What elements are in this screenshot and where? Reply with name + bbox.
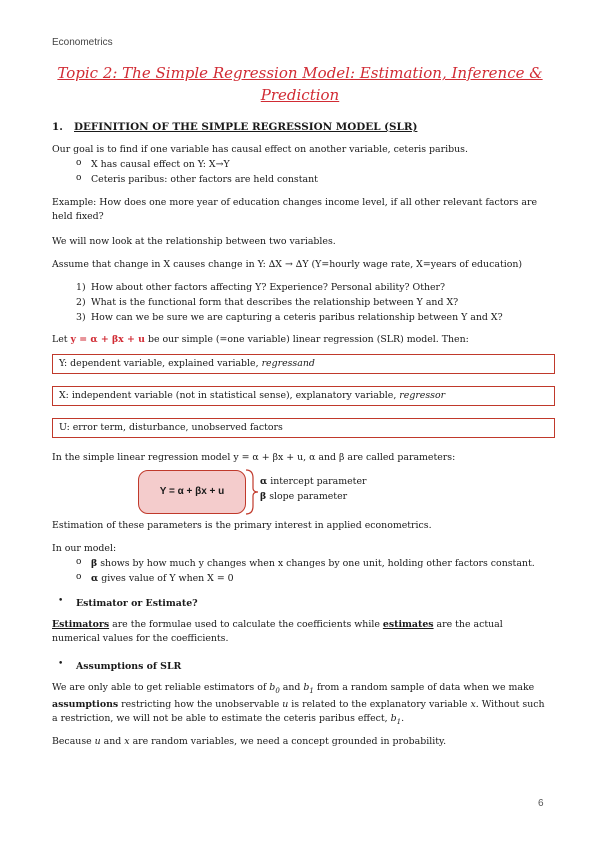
- b1-subscript: 1: [396, 717, 402, 726]
- x-symbol: x: [470, 698, 476, 710]
- definition-box-x: [52, 386, 555, 406]
- definition-box-y: [52, 354, 555, 374]
- circle-bullet-icon: o: [76, 158, 82, 168]
- assumptions-term: assumptions: [52, 698, 119, 710]
- relationship-paragraph: We will now look at the relationship between two variables.: [52, 236, 336, 247]
- box-text: Y: dependent variable, explained variable,: [59, 358, 262, 369]
- u-symbol: u: [94, 736, 101, 747]
- question-number: 3): [76, 312, 86, 323]
- box-text: U: error term, disturbance, unobserved factors: [59, 422, 283, 433]
- circle-bullet-icon: o: [76, 572, 82, 582]
- estimators-term: Estimators: [52, 619, 110, 630]
- estimator-text-2: are the actual numerical values for the coefficients.: [52, 619, 503, 644]
- because-text: and: [100, 736, 125, 747]
- assumptions-text: restricting how the unobservable: [118, 698, 283, 710]
- x-symbol: x: [124, 736, 130, 747]
- question-number: 1): [76, 282, 86, 293]
- example-paragraph: Example: How does one more year of education changes income level, if all other relevant factors are held fixed?: [52, 197, 537, 222]
- goal-bullet-2: Ceteris paribus: other factors are held constant: [91, 174, 318, 185]
- b0-symbol: b: [269, 682, 276, 693]
- running-header: Econometrics: [52, 37, 113, 48]
- box-text: X: independent variable (not in statistical sense), explanatory variable,: [59, 390, 400, 401]
- assumptions-text: We are only able to get reliable estimators of: [52, 682, 270, 693]
- section-title: DEFINITION OF THE SIMPLE REGRESSION MODEL (SLR): [74, 121, 418, 133]
- box-term: regressand: [261, 358, 315, 369]
- in-model-intro: In our model:: [52, 543, 117, 554]
- let-post: be our simple (=one variable) linear regression (SLR) model. Then:: [144, 334, 469, 345]
- in-model-bullet-beta: [91, 557, 535, 570]
- circle-bullet-icon: o: [76, 557, 82, 567]
- beta-symbol: β: [91, 558, 98, 569]
- assumptions-text: and: [279, 682, 304, 693]
- in-model-bullet-alpha: [91, 572, 234, 585]
- assumptions-text: . Without such a restriction, we will not be able to estimate the ceteris paribus effect,: [52, 698, 545, 724]
- box-term: regressor: [399, 390, 446, 401]
- because-paragraph: [52, 735, 546, 749]
- parameters-sentence: In the simple linear regression model y = α + βx + u, α and β are called parameters:: [52, 452, 456, 463]
- b1-subscript: 1: [309, 686, 314, 695]
- because-text: are random variables, we need a concept grounded in probability.: [129, 736, 447, 747]
- because-text: Because: [52, 736, 95, 747]
- page-number: 6: [538, 798, 544, 809]
- bullet-dot-icon: •: [58, 596, 64, 606]
- model-equation-inline: y = α + βx + u: [70, 334, 145, 345]
- let-pre: Let: [52, 334, 71, 345]
- beta-text: shows by how much y changes when x changes by one unit, holding other factors constant.: [97, 558, 535, 569]
- bullet-dot-icon: •: [58, 659, 64, 669]
- beta-description: slope parameter: [266, 491, 348, 502]
- assumptions-heading: Assumptions of SLR: [76, 661, 182, 672]
- u-symbol: u: [282, 698, 289, 710]
- goal-intro: Our goal is to find if one variable has causal effect on another variable, ceteris paribus.: [52, 144, 468, 155]
- estimates-term: estimates: [382, 619, 434, 630]
- question-text: How about other factors affecting Y? Experience? Personal ability? Other?: [91, 282, 446, 293]
- estimator-text-1: are the formulae used to calculate the coefficients while: [109, 619, 383, 630]
- assumptions-paragraph: [52, 681, 546, 729]
- section-number: 1.: [52, 121, 63, 133]
- definition-box-u: [52, 418, 555, 438]
- right-brace-icon: [244, 468, 260, 516]
- assumptions-text: from a random sample of data when we make: [313, 682, 535, 693]
- assumptions-text: is related to the explanatory variable: [288, 698, 471, 710]
- alpha-description: intercept parameter: [267, 476, 367, 487]
- alpha-parameter: [260, 475, 366, 488]
- circle-bullet-icon: o: [76, 173, 82, 183]
- b1-symbol: b: [303, 682, 310, 693]
- beta-parameter: [260, 490, 347, 503]
- estimator-paragraph: [52, 618, 546, 646]
- question-text: What is the functional form that describes the relationship between Y and X?: [91, 297, 459, 308]
- b0-subscript: 0: [275, 686, 280, 695]
- model-definition: [52, 333, 546, 347]
- goal-bullet-1: X has causal effect on Y: X→Y: [91, 159, 230, 170]
- assume-paragraph: Assume that change in X causes change in Y: ∆X → ∆Y (Y=hourly wage rate, X=years of education): [52, 259, 523, 270]
- question-text: How can we be sure we are capturing a ceteris paribus relationship between Y and X?: [91, 312, 503, 323]
- alpha-symbol: α: [91, 573, 99, 584]
- alpha-symbol: α: [260, 476, 268, 487]
- estimation-interest: Estimation of these parameters is the primary interest in applied econometrics.: [52, 520, 432, 531]
- beta-symbol: β: [260, 491, 267, 502]
- b1-symbol: b: [390, 712, 397, 724]
- estimator-heading: Estimator or Estimate?: [76, 598, 198, 609]
- assumptions-text: .: [401, 712, 405, 724]
- equation-box: Y = α + βx + u: [138, 470, 246, 514]
- alpha-text: gives value of Y when X = 0: [98, 573, 234, 584]
- section-heading: [52, 121, 417, 133]
- page-title: Topic 2: The Simple Regression Model: Estimation, Inference & Prediction: [57, 64, 543, 104]
- question-number: 2): [76, 297, 86, 308]
